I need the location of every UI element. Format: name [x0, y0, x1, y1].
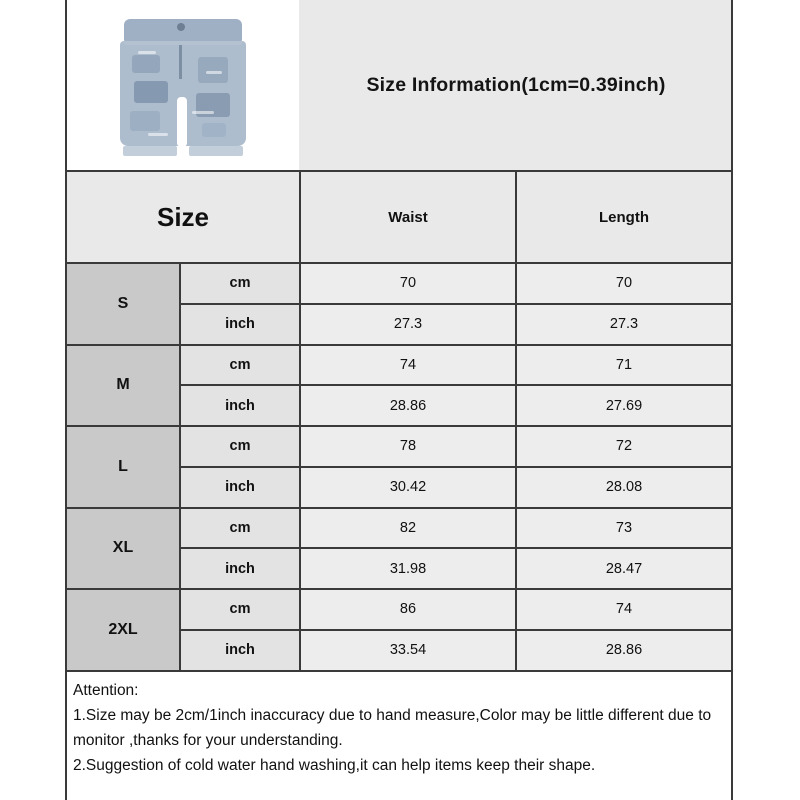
- value-waist-inch: 31.98: [301, 549, 515, 588]
- value-waist-cm: 82: [301, 509, 515, 548]
- chart-title-cell: [301, 0, 731, 170]
- value-length-cm: 70: [515, 264, 731, 303]
- value-length-inch: 27.3: [515, 305, 731, 344]
- value-length-inch: 28.08: [515, 468, 731, 507]
- value-length-cm: 71: [515, 346, 731, 385]
- unit-label-cm: cm: [181, 264, 301, 303]
- value-waist-inch: 33.54: [301, 631, 515, 670]
- unit-label-cm: cm: [181, 427, 301, 466]
- size-label: S: [67, 264, 181, 344]
- unit-label-inch: inch: [181, 549, 301, 588]
- chart-header-row: [67, 0, 731, 172]
- value-length-cm: 74: [515, 590, 731, 629]
- attention-block: [67, 672, 731, 782]
- value-waist-cm: 78: [301, 427, 515, 466]
- value-length-inch: 27.69: [515, 386, 731, 425]
- denim-shorts-icon: [118, 11, 248, 159]
- unit-label-cm: cm: [181, 509, 301, 548]
- unit-label-cm: cm: [181, 590, 301, 629]
- column-header-row: [67, 172, 731, 264]
- product-image-cell: [67, 0, 301, 170]
- value-length-inch: 28.47: [515, 549, 731, 588]
- unit-label-inch: inch: [181, 386, 301, 425]
- value-length-cm: 73: [515, 509, 731, 548]
- attention-note-1: 1.Size may be 2cm/1inch inaccuracy due to hand measure,Color may be little different due to monitor ,thanks for your understanding.: [73, 706, 712, 749]
- attention-note-2: 2.Suggestion of cold water hand washing,it can help items keep their shape.: [73, 756, 596, 774]
- value-waist-inch: 28.86: [301, 386, 515, 425]
- unit-label-inch: inch: [181, 468, 301, 507]
- column-header-length: Length: [515, 172, 731, 262]
- value-length-cm: 72: [515, 427, 731, 466]
- attention-title: Attention:: [73, 681, 139, 699]
- value-length-inch: 28.86: [515, 631, 731, 670]
- size-label: XL: [67, 509, 181, 589]
- page-title: Size Information(1cm=0.39inch): [366, 73, 666, 96]
- column-header-waist: Waist: [301, 172, 515, 262]
- table-row: [67, 346, 731, 428]
- unit-label-inch: inch: [181, 305, 301, 344]
- table-row: [67, 427, 731, 509]
- value-waist-cm: 70: [301, 264, 515, 303]
- table-row: [67, 509, 731, 591]
- table-row: [67, 264, 731, 346]
- size-label: L: [67, 427, 181, 507]
- column-header-size: Size: [67, 172, 301, 262]
- unit-label-cm: cm: [181, 346, 301, 385]
- value-waist-inch: 27.3: [301, 305, 515, 344]
- size-label: 2XL: [67, 590, 181, 670]
- size-label: M: [67, 346, 181, 426]
- value-waist-inch: 30.42: [301, 468, 515, 507]
- unit-label-inch: inch: [181, 631, 301, 670]
- value-waist-cm: 74: [301, 346, 515, 385]
- table-row: [67, 590, 731, 672]
- size-chart-sheet: [65, 0, 733, 800]
- value-waist-cm: 86: [301, 590, 515, 629]
